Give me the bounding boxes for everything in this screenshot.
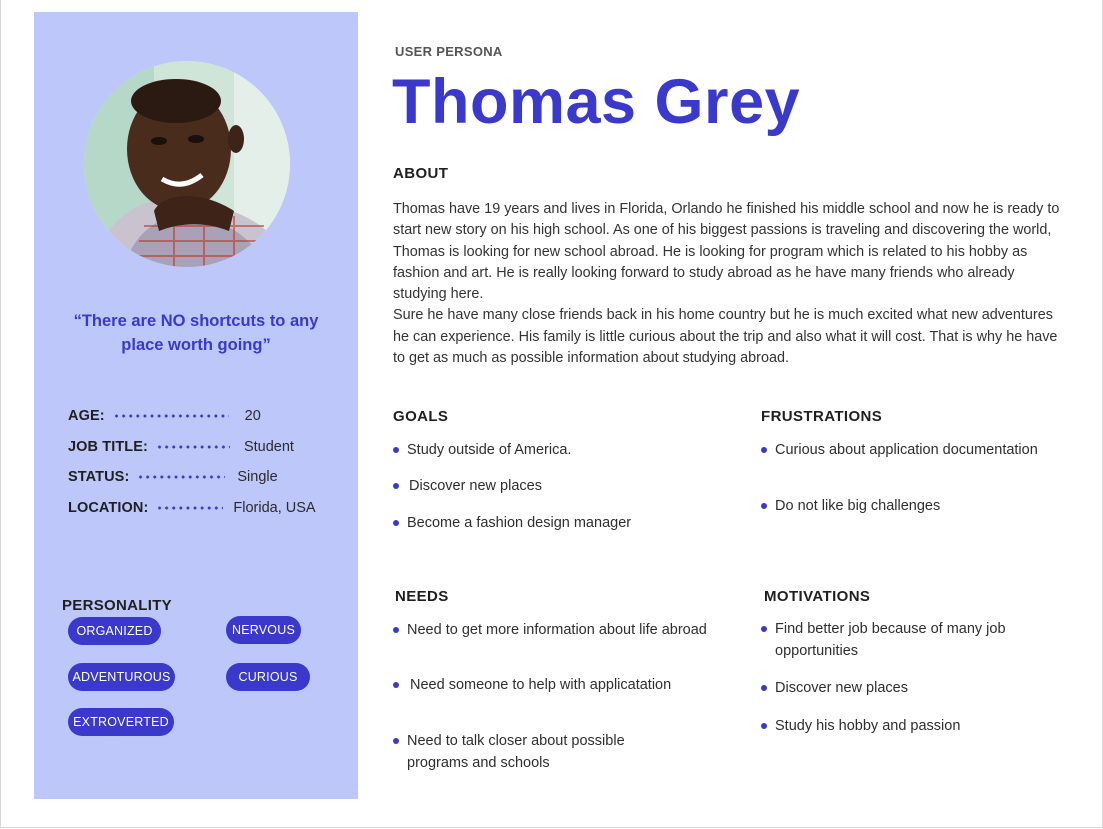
tag-extroverted: EXTROVERTED xyxy=(68,708,174,736)
goal-item: Discover new places xyxy=(393,476,709,498)
persona-name: Thomas Grey xyxy=(392,67,801,137)
motivations-title: MOTIVATIONS xyxy=(764,588,871,605)
goals-title: GOALS xyxy=(393,408,449,425)
need-item: Need someone to help with applicatation xyxy=(393,675,730,697)
dotted-leader xyxy=(137,475,225,479)
about-title: ABOUT xyxy=(393,165,449,182)
need-item: Need to get more information about life abroad xyxy=(393,620,707,642)
dotted-leader xyxy=(156,445,230,449)
fact-value: Single xyxy=(237,469,278,486)
fact-age xyxy=(68,401,338,432)
tag-nervous: NERVOUS xyxy=(226,616,301,644)
fact-label: JOB TITLE: xyxy=(68,438,148,455)
fact-label: AGE: xyxy=(68,408,105,425)
personality-title: PERSONALITY xyxy=(62,597,172,614)
eyebrow-label: USER PERSONA xyxy=(395,44,503,59)
tag-adventurous: ADVENTUROUS xyxy=(68,663,175,691)
motivation-item: Study his hobby and passion xyxy=(761,716,1075,738)
fact-value: 20 xyxy=(244,408,261,425)
tag-organized: ORGANIZED xyxy=(68,617,161,645)
about-text xyxy=(393,199,1068,369)
dotted-leader xyxy=(113,414,229,418)
profile-sidebar xyxy=(34,12,358,799)
fact-value: Student xyxy=(243,438,294,455)
avatar-photo xyxy=(84,61,290,267)
facts-list xyxy=(68,401,338,523)
about-paragraph: Sure he have many close friends back in his home country but he is much excited what new adventures he can experience. His family is little curious about the trip and also what it will cost. That is why he have to get as much as possible information about studying abroad. xyxy=(393,307,1058,367)
frustrations-title: FRUSTRATIONS xyxy=(761,408,883,425)
frustration-item: Do not like big challenges xyxy=(761,496,1095,518)
fact-location xyxy=(68,493,338,524)
goal-item: Become a fashion design manager xyxy=(393,513,707,535)
fact-value: Florida, USA xyxy=(233,499,316,516)
motivation-item: Discover new places xyxy=(761,678,1075,700)
fact-label: STATUS: xyxy=(68,469,130,486)
persona-quote: “There are NO shortcuts to any place worth going” xyxy=(73,312,319,354)
fact-job-title xyxy=(68,432,338,463)
tag-curious: CURIOUS xyxy=(226,663,310,691)
goal-item: Study outside of America. xyxy=(393,440,707,462)
needs-title: NEEDS xyxy=(395,588,449,605)
need-item: Need to talk closer about possible programs and schools xyxy=(393,731,677,774)
about-paragraph: Thomas have 19 years and lives in Florida, Orlando he finished his middle school and now he is ready to start new story on his high school. As one of his biggest passions is traveling and discovering the world, Thomas is looking for new school abroad. He is looking for program which is related to his hobby as fashion and art. He is really looking forward to study abroad as he have many friends who already studying here. xyxy=(393,201,1060,303)
motivation-item: Find better job because of many job opportunities xyxy=(761,619,1045,662)
fact-status xyxy=(68,462,338,493)
dotted-leader xyxy=(156,506,223,510)
fact-label: LOCATION: xyxy=(68,499,149,516)
avatar xyxy=(84,61,290,267)
frustration-item: Curious about application documentation xyxy=(761,440,1095,462)
